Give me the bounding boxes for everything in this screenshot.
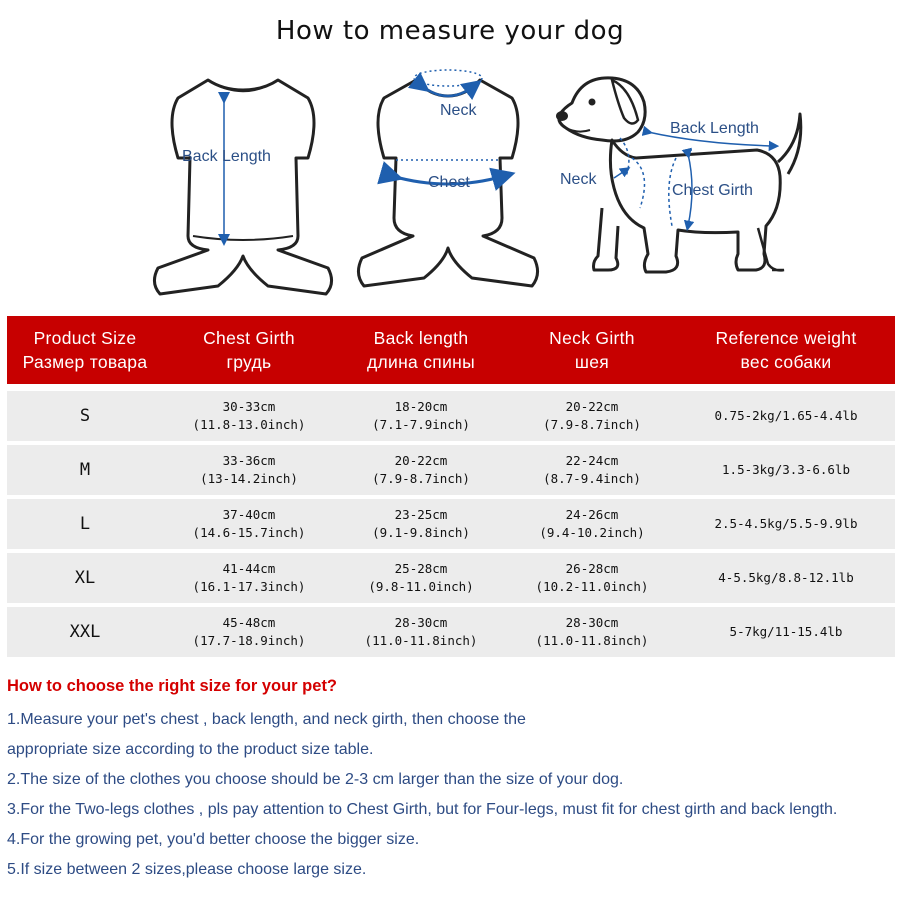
back-cell: 28-30cm (11.0-11.8inch) — [364, 615, 478, 648]
neck-cell: 28-30cm (11.0-11.8inch) — [535, 615, 649, 648]
chest-cell: 41-44cm (16.1-17.3inch) — [192, 561, 306, 594]
guide-line: appropriate size according to the product size table. — [7, 741, 374, 758]
header-neck-girth: Neck Girth шея — [549, 328, 635, 372]
guide-line: 1.Measure your pet's chest , back length, and neck girth, then choose the — [7, 711, 526, 728]
size-cell: XL — [74, 568, 96, 588]
header-product-size: Product Size Размер товара — [22, 328, 148, 372]
table-row — [7, 445, 895, 495]
table-row — [7, 553, 895, 603]
size-cell: XXL — [69, 622, 101, 642]
measurement-illustration — [0, 58, 900, 310]
weight-cell: 0.75-2kg/1.65-4.4lb — [714, 408, 858, 423]
chest-label: Chest — [428, 174, 470, 191]
dog-back-length-label: Back Length — [670, 120, 759, 137]
weight-cell: 1.5-3kg/3.3-6.6lb — [722, 462, 850, 477]
table-row — [7, 607, 895, 657]
header-reference-weight: Reference weight вес собаки — [715, 328, 857, 372]
guide-line: 4.For the growing pet, you'd better choose the bigger size. — [7, 831, 420, 848]
neck-cell: 26-28cm (10.2-11.0inch) — [535, 561, 649, 594]
dog-neck-label: Neck — [560, 171, 597, 188]
back-cell: 20-22cm (7.9-8.7inch) — [372, 453, 470, 486]
page-title: How to measure your dog — [275, 16, 625, 46]
chest-cell: 45-48cm (17.7-18.9inch) — [192, 615, 306, 648]
size-cell: S — [79, 406, 91, 426]
back-cell: 25-28cm (9.8-11.0inch) — [368, 561, 474, 594]
weight-cell: 5-7kg/11-15.4lb — [729, 624, 843, 639]
size-table — [7, 316, 895, 657]
guide-line: 2.The size of the clothes you choose should be 2-3 cm larger than the size of your dog. — [7, 771, 624, 788]
guide-line: 3.For the Two-legs clothes , pls pay attention to Chest Girth, but for Four-legs, must fit for chest girth and back length. — [7, 801, 838, 818]
back-cell: 23-25cm (9.1-9.8inch) — [372, 507, 470, 540]
neck-cell: 20-22cm (7.9-8.7inch) — [543, 399, 641, 432]
dog-diagram — [552, 58, 812, 288]
dog-chest-girth-label: Chest Girth — [672, 182, 753, 199]
neck-cell: 24-26cm (9.4-10.2inch) — [539, 507, 645, 540]
back-cell: 18-20cm (7.1-7.9inch) — [372, 399, 470, 432]
table-row — [7, 499, 895, 549]
garment-back-view — [148, 58, 338, 308]
neck-cell: 22-24cm (8.7-9.4inch) — [543, 453, 641, 486]
guide-title: How to choose the right size for your pet? — [7, 677, 338, 695]
header-chest-girth: Chest Girth грудь — [203, 328, 295, 372]
chest-cell: 33-36cm (13-14.2inch) — [200, 453, 298, 486]
header-back-length: Back length длина спины — [366, 328, 475, 372]
guide-line: 5.If size between 2 sizes,please choose large size. — [7, 861, 367, 878]
size-cell: L — [79, 514, 91, 534]
weight-cell: 4-5.5kg/8.8-12.1lb — [718, 570, 854, 585]
size-table-header — [7, 316, 895, 384]
chest-cell: 30-33cm (11.8-13.0inch) — [192, 399, 306, 432]
table-row — [7, 391, 895, 441]
weight-cell: 2.5-4.5kg/5.5-9.9lb — [714, 516, 858, 531]
size-cell: M — [79, 460, 91, 480]
neck-label: Neck — [440, 102, 477, 119]
back-length-label: Back Length — [182, 148, 271, 165]
chest-cell: 37-40cm (14.6-15.7inch) — [192, 507, 306, 540]
garment-front-view — [348, 58, 548, 308]
